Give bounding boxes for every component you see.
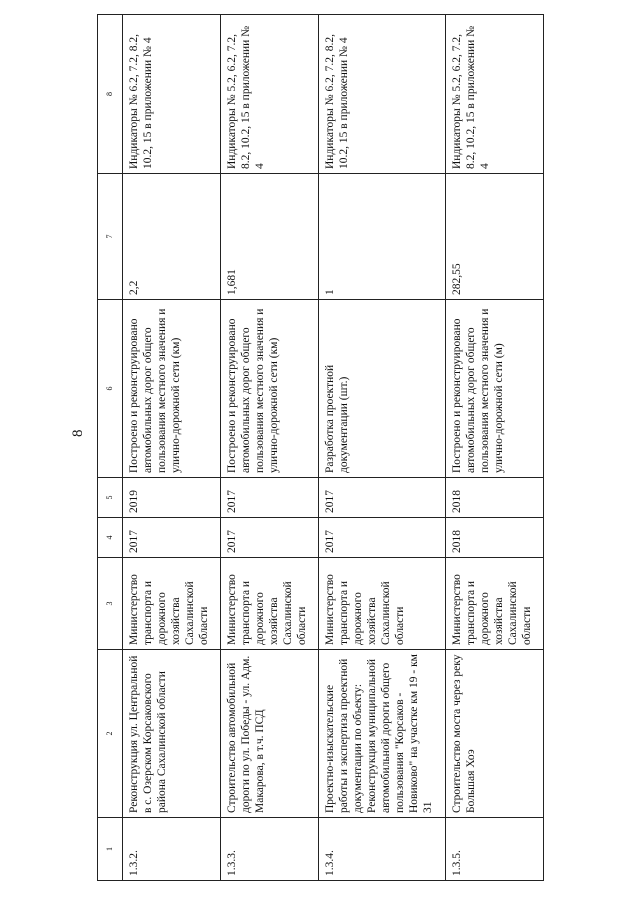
column-number: 7 <box>98 174 123 300</box>
start-year-cell: 2017 <box>123 518 221 558</box>
executor-cell: Министерство транспорта и дорожного хозяйства Сахалинской области <box>220 558 318 650</box>
activity-name-cell: Строительство моста через реку Большая Хоэ <box>446 650 544 818</box>
end-year-cell: 2017 <box>318 478 445 518</box>
start-year-cell: 2017 <box>318 518 445 558</box>
table-row <box>123 15 221 881</box>
column-number-row <box>98 15 123 881</box>
column-number: 1 <box>98 818 123 881</box>
start-year-cell: 2017 <box>220 518 318 558</box>
activity-name-cell: Строительство автомобильной дороги по ул. Победы - ул. Адм. Макарова, в т.ч. ПСД <box>220 650 318 818</box>
indicators-cell: Индикаторы № 5.2, 6.2, 7.2, 8.2, 10.2, 15 в приложении № 4 <box>220 15 318 174</box>
program-activities-table <box>97 14 544 881</box>
column-number: 6 <box>98 300 123 478</box>
row-number-cell: 1.3.3. <box>220 818 318 881</box>
result-cell: Разработка проектной документации (шт.) <box>318 300 445 478</box>
column-number: 3 <box>98 558 123 650</box>
column-number: 5 <box>98 478 123 518</box>
value-cell: 282,55 <box>446 174 544 300</box>
indicators-cell: Индикаторы № 6.2, 7.2, 8.2, 10.2, 15 в приложении № 4 <box>123 15 221 174</box>
start-year-cell: 2018 <box>446 518 544 558</box>
executor-cell: Министерство транспорта и дорожного хозяйства Сахалинской области <box>123 558 221 650</box>
value-cell: 1 <box>318 174 445 300</box>
table-row <box>446 15 544 881</box>
value-cell: 2,2 <box>123 174 221 300</box>
row-number-cell: 1.3.2. <box>123 818 221 881</box>
result-cell: Построено и реконструировано автомобильных дорог общего пользования местного значения и улично-дорожной сети (км) <box>220 300 318 478</box>
column-number: 8 <box>98 15 123 174</box>
value-cell: 1,681 <box>220 174 318 300</box>
column-number: 4 <box>98 518 123 558</box>
end-year-cell: 2017 <box>220 478 318 518</box>
table-row <box>220 15 318 881</box>
page-number: 8 <box>70 429 86 437</box>
end-year-cell: 2018 <box>446 478 544 518</box>
activity-name-cell: Реконструкция ул. Центральной в с. Озерском Корсаковского района Сахалинской области <box>123 650 221 818</box>
indicators-cell: Индикаторы № 6.2, 7.2, 8.2, 10.2, 15 в приложении № 4 <box>318 15 445 174</box>
rotated-table-container <box>97 15 544 881</box>
executor-cell: Министерство транспорта и дорожного хозяйства Сахалинской области <box>318 558 445 650</box>
row-number-cell: 1.3.5. <box>446 818 544 881</box>
indicators-cell: Индикаторы № 5.2, 6.2, 7.2, 8.2, 10.2, 15 в приложении № 4 <box>446 15 544 174</box>
activity-name-cell: Проектно-изыскательские работы и экспертиза проектной документации по объекту: Реконструкция муниципальной автомобильной дороги общего пользования "Корсаков - Новиково" на участке км 19 - км 31 <box>318 650 445 818</box>
result-cell: Построено и реконструировано автомобильных дорог общего пользования местного значения и улично-дорожной сети (км) <box>123 300 221 478</box>
table-row <box>318 15 445 881</box>
row-number-cell: 1.3.4. <box>318 818 445 881</box>
result-cell: Построено и реконструировано автомобильных дорог общего пользования местного значения и улично-дорожной сети (м) <box>446 300 544 478</box>
column-number: 2 <box>98 650 123 818</box>
end-year-cell: 2019 <box>123 478 221 518</box>
executor-cell: Министерство транспорта и дорожного хозяйства Сахалинской области <box>446 558 544 650</box>
